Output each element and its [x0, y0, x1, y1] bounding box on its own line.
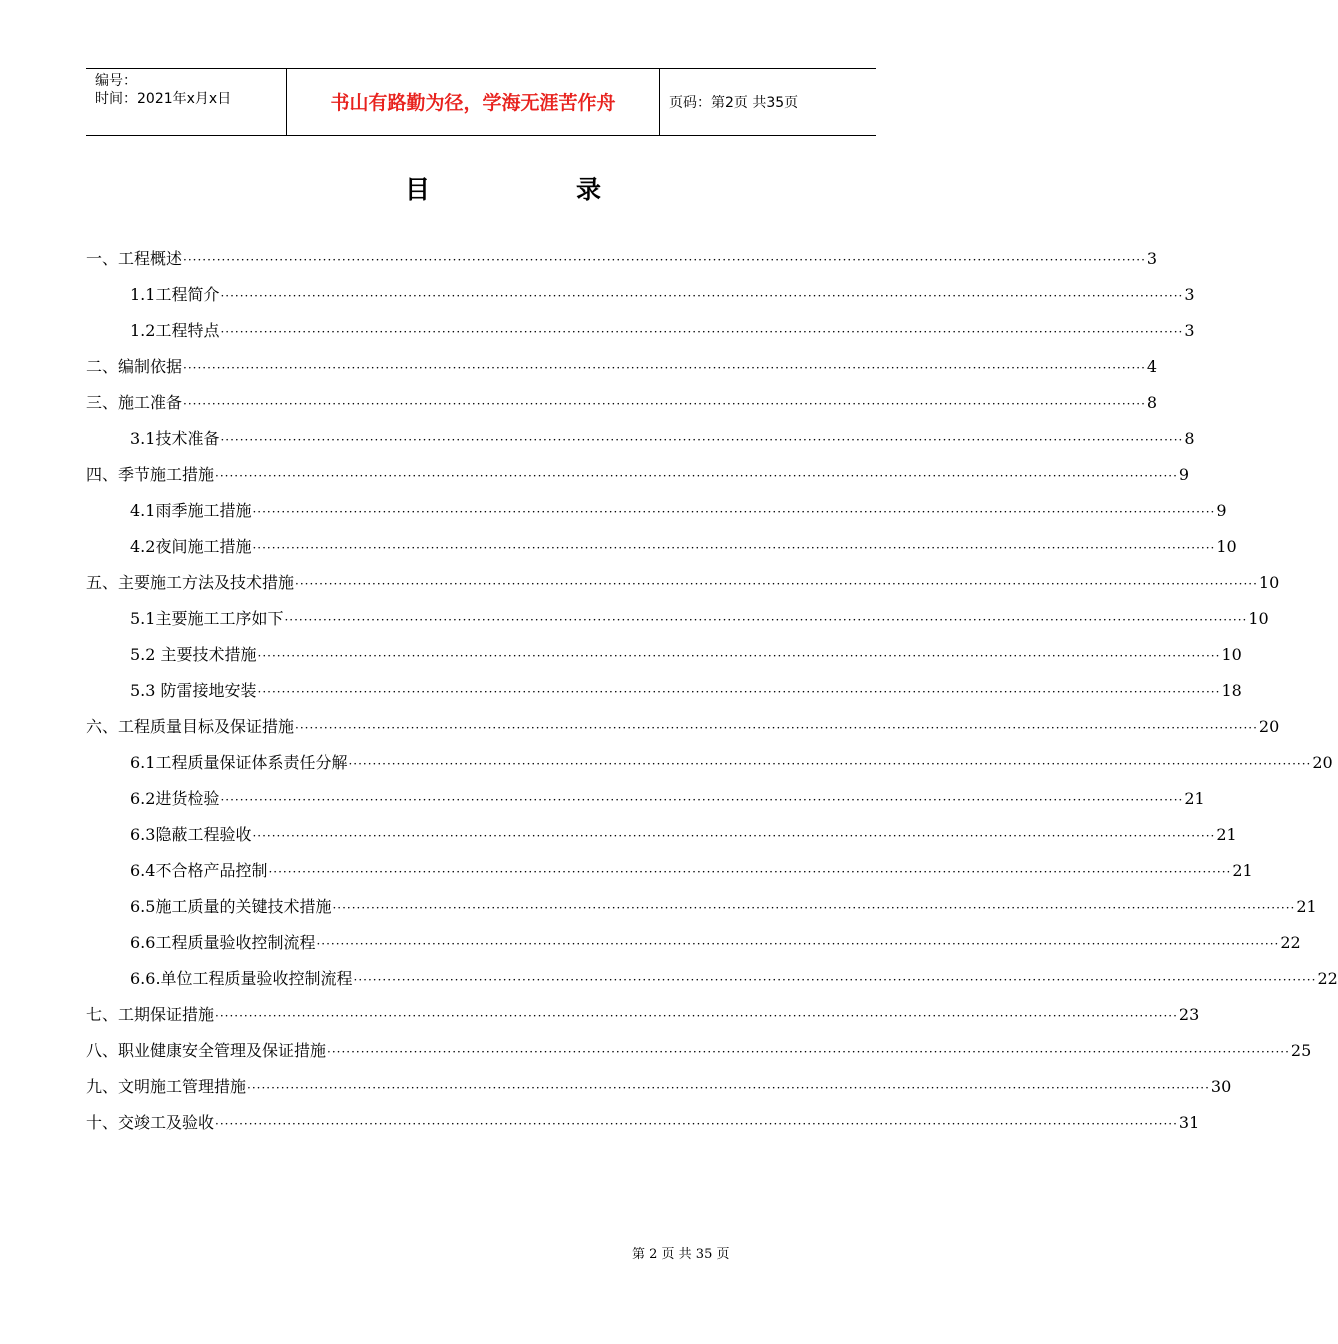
- toc-dot-leader: ········································································································································································································: [220, 325, 1184, 339]
- toc-entry[interactable]: [130, 499, 1227, 523]
- toc-dot-leader: ········································································································································································································: [252, 505, 1216, 519]
- toc-entry[interactable]: [130, 607, 1269, 631]
- toc-entry[interactable]: [86, 463, 1190, 487]
- toc-entry-label: 6.6工程质量验收控制流程: [130, 933, 316, 952]
- toc-entry-page-number: 20: [1258, 717, 1280, 736]
- toc-dot-leader: ········································································································································································································: [257, 685, 1221, 699]
- toc-entry[interactable]: [130, 427, 1195, 451]
- toc-entry-page-number: 10: [1221, 645, 1242, 664]
- toc-dot-leader: ········································································································································································································: [252, 829, 1216, 843]
- toc-dot-leader: ········································································································································································································: [247, 1081, 1210, 1095]
- toc-entry-label: 6.1工程质量保证体系责任分解: [130, 753, 348, 772]
- toc-entry[interactable]: [86, 1003, 1200, 1027]
- toc-dot-leader: ········································································································································································································: [316, 937, 1280, 951]
- toc-entry[interactable]: [130, 967, 1338, 991]
- toc-dot-leader: ········································································································································································································: [348, 757, 1312, 771]
- toc-entry[interactable]: [130, 643, 1242, 667]
- toc-entry-page-number: 10: [1258, 573, 1280, 592]
- toc-entry-label: 一、工程概述: [86, 249, 183, 268]
- toc-dot-leader: ········································································································································································································: [295, 577, 1258, 591]
- toc-entry-label: 6.2进货检验: [130, 789, 220, 808]
- toc-entry-page-number: 4: [1146, 357, 1158, 376]
- toc-entry-page-number: 23: [1178, 1005, 1200, 1024]
- page-title: [0, 170, 950, 204]
- toc-entry[interactable]: [130, 751, 1333, 775]
- toc-entry-label: 5.1主要施工工序如下: [130, 609, 284, 628]
- toc-entry-page-number: 21: [1296, 897, 1317, 916]
- toc-entry-label: 四、季节施工措施: [86, 465, 215, 484]
- toc-entry[interactable]: [86, 247, 1158, 271]
- toc-entry-page-number: 20: [1312, 753, 1333, 772]
- toc-dot-leader: ········································································································································································································: [332, 901, 1296, 915]
- toc-entry[interactable]: [86, 1111, 1200, 1135]
- header-info-cell: [86, 69, 287, 135]
- toc-entry-page-number: 21: [1232, 861, 1253, 880]
- toc-entry-page-number: 3: [1184, 321, 1195, 340]
- toc-entry-label: 3.1技术准备: [130, 429, 220, 448]
- toc-entry-page-number: 31: [1178, 1113, 1200, 1132]
- toc-entry-label: 6.5施工质量的关键技术措施: [130, 897, 332, 916]
- toc-entry-page-number: 22: [1317, 969, 1338, 988]
- toc-entry-label: 三、施工准备: [86, 393, 183, 412]
- toc-entry-page-number: 10: [1216, 537, 1237, 556]
- toc-entry-label: 5.2 主要技术措施: [130, 645, 257, 664]
- header-page-info: 页码：第2页 共35页: [669, 95, 799, 111]
- toc-dot-leader: ········································································································································································································: [257, 649, 1221, 663]
- toc-entry-label: 二、编制依据: [86, 357, 183, 376]
- toc-entry-label: 五、主要施工方法及技术措施: [86, 573, 295, 592]
- document-time-label: 时间：2021年x月x日: [95, 91, 232, 107]
- toc-dot-leader: ········································································································································································································: [220, 793, 1184, 807]
- toc-entry[interactable]: [86, 571, 1280, 595]
- toc-dot-leader: ········································································································································································································: [252, 541, 1216, 555]
- toc-entry-page-number: 9: [1178, 465, 1190, 484]
- toc-entry-label: 5.3 防雷接地安装: [130, 681, 257, 700]
- toc-dot-leader: ········································································································································································································: [327, 1045, 1290, 1059]
- toc-entry[interactable]: [86, 1075, 1232, 1099]
- toc-entry-page-number: 30: [1210, 1077, 1232, 1096]
- toc-entry-label: 4.1雨季施工措施: [130, 501, 252, 520]
- title-char-2: 录: [576, 175, 602, 204]
- toc-entry-label: 八、职业健康安全管理及保证措施: [86, 1041, 327, 1060]
- toc-entry-page-number: 22: [1280, 933, 1301, 952]
- toc-entry-page-number: 10: [1248, 609, 1269, 628]
- toc-entry-page-number: 9: [1216, 501, 1227, 520]
- toc-entry-label: 4.2夜间施工措施: [130, 537, 252, 556]
- toc-entry-page-number: 18: [1221, 681, 1242, 700]
- header-page-cell: [660, 69, 876, 135]
- toc-entry-page-number: 3: [1184, 285, 1195, 304]
- toc-entry-label: 6.6.单位工程质量验收控制流程: [130, 969, 353, 988]
- toc-dot-leader: ········································································································································································································: [284, 613, 1248, 627]
- toc-entry[interactable]: [86, 715, 1280, 739]
- toc-dot-leader: ········································································································································································································: [183, 253, 1146, 267]
- title-char-1: 目: [405, 175, 431, 204]
- toc-entry[interactable]: [130, 859, 1253, 883]
- toc-dot-leader: ········································································································································································································: [268, 865, 1232, 879]
- toc-dot-leader: ········································································································································································································: [215, 1009, 1178, 1023]
- toc-entry[interactable]: [130, 931, 1301, 955]
- toc-dot-leader: ········································································································································································································: [295, 721, 1258, 735]
- toc-entry[interactable]: [86, 391, 1158, 415]
- toc-entry-label: 6.4不合格产品控制: [130, 861, 268, 880]
- toc-entry[interactable]: [130, 787, 1205, 811]
- toc-dot-leader: ········································································································································································································: [183, 397, 1146, 411]
- toc-dot-leader: ········································································································································································································: [220, 289, 1184, 303]
- toc-entry-page-number: 3: [1146, 249, 1158, 268]
- toc-entry-label: 6.3隐蔽工程验收: [130, 825, 252, 844]
- toc-entry-label: 1.2工程特点: [130, 321, 220, 340]
- toc-entry[interactable]: [86, 355, 1158, 379]
- header-motto-cell: [287, 69, 660, 135]
- toc-entry-page-number: 25: [1290, 1041, 1312, 1060]
- toc-entry[interactable]: [130, 319, 1195, 343]
- toc-entry-page-number: 8: [1184, 429, 1195, 448]
- toc-entry[interactable]: [86, 1039, 1312, 1063]
- toc-entry-page-number: 21: [1216, 825, 1237, 844]
- toc-dot-leader: ········································································································································································································: [183, 361, 1146, 375]
- toc-entry-label: 九、文明施工管理措施: [86, 1077, 247, 1096]
- toc-entry[interactable]: [130, 283, 1195, 307]
- toc-entry[interactable]: [130, 679, 1242, 703]
- toc-entry-label: 十、交竣工及验收: [86, 1113, 215, 1132]
- header-motto: 书山有路勤为径，学海无涯苦作舟: [330, 92, 616, 114]
- toc-entry[interactable]: [130, 823, 1237, 847]
- document-header: [86, 68, 876, 136]
- document-number-label: 编号：: [95, 73, 137, 89]
- toc-dot-leader: ········································································································································································································: [353, 973, 1317, 987]
- toc-dot-leader: ········································································································································································································: [215, 469, 1178, 483]
- toc-entry-page-number: 21: [1184, 789, 1205, 808]
- toc-entry-page-number: 8: [1146, 393, 1158, 412]
- toc-entry[interactable]: [130, 535, 1237, 559]
- page-footer: 第 2 页 共 35 页: [632, 1247, 730, 1262]
- toc-dot-leader: ········································································································································································································: [215, 1117, 1178, 1131]
- toc-entry-label: 七、工期保证措施: [86, 1005, 215, 1024]
- toc-entry-label: 1.1工程简介: [130, 285, 220, 304]
- toc-entry[interactable]: [130, 895, 1317, 919]
- toc-entry-label: 六、工程质量目标及保证措施: [86, 717, 295, 736]
- toc-dot-leader: ········································································································································································································: [220, 433, 1184, 447]
